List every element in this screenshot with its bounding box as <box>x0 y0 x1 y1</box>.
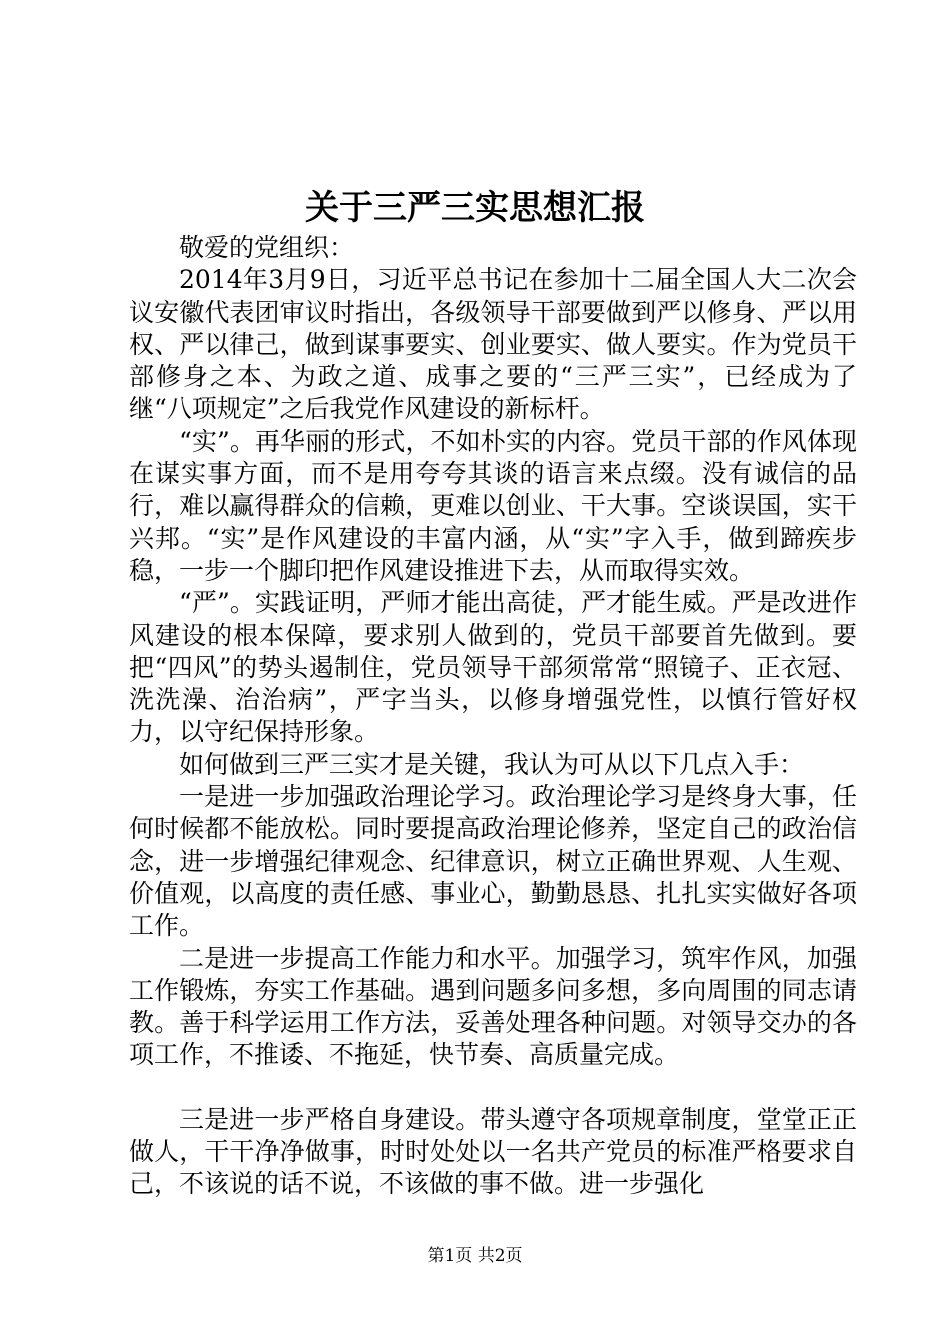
paragraph-5: 一是进一步加强政治理论学习。政治理论学习是终身大事，任何时候都不能放松。同时要提高政治理论修养，坚定自己的政治信念，进一步增强纪律观念、纪律意识，树立正确世界观、人生观、价值观，以高度的责任感、事业心，勤勤恳恳、扎扎实实做好各项工作。 <box>129 782 857 941</box>
paragraph-7: 三是进一步严格自身建设。带头遵守各项规章制度，堂堂正正做人，干干净净做事，时时处处以一名共产党员的标准严格要求自己，不该说的话不说，不该做的事不做。进一步强化 <box>129 1104 857 1199</box>
document-body <box>129 232 857 1201</box>
paragraph-6: 二是进一步提高工作能力和水平。加强学习，筑牢作风，加强工作锻炼，夯实工作基础。遇到问题多问多想，多向周围的同志请教。善于科学运用工作方法，妥善处理各种问题。对领导交办的各项工作，不推诿、不拖延，快节奏、高质量完成。 <box>129 943 857 1070</box>
paragraph-1: 2014年3月9日，习近平总书记在参加十二届全国人大二次会议安徽代表团审议时指出，各级领导干部要做到严以修身、严以用权、严以律己，做到谋事要实、创业要实、做人要实。作为党员干部修身之本、为政之道、成事之要的“三严三实”，已经成为了继“八项规定”之后我党作风建设的新标杆。 <box>129 265 857 424</box>
salutation: 敬爱的党组织： <box>179 233 355 262</box>
document-title: 关于三严三实思想汇报 <box>305 188 645 228</box>
paragraph-4: 如何做到三严三实才是关键，我认为可从以下几点入手： <box>179 749 805 779</box>
paragraph-2: “实”。再华丽的形式，不如朴实的内容。党员干部的作风体现在谋实事方面，而不是用夸夸其谈的语言来点缀。没有诚信的品行，难以赢得群众的信赖，更难以创业、干大事。空谈误国，实干兴邦。“实”是作风建设的丰富内涵，从“实”字入手，做到蹄疾步稳，一步一个脚印把作风建设推进下去，从而取得实效。 <box>129 426 857 585</box>
page-footer: 第1页 共2页 <box>427 1246 523 1266</box>
paragraph-3: “严”。实践证明，严师才能出高徒，严才能生威。严是改进作风建设的根本保障，要求别人做到的，党员干部要首先做到。要把“四风”的势头遏制住，党员领导干部须常常“照镜子、正衣冠、洗洗澡、治治病”，严字当头，以修身增强党性，以慎行管好权力，以守纪保持形象。 <box>129 588 857 747</box>
